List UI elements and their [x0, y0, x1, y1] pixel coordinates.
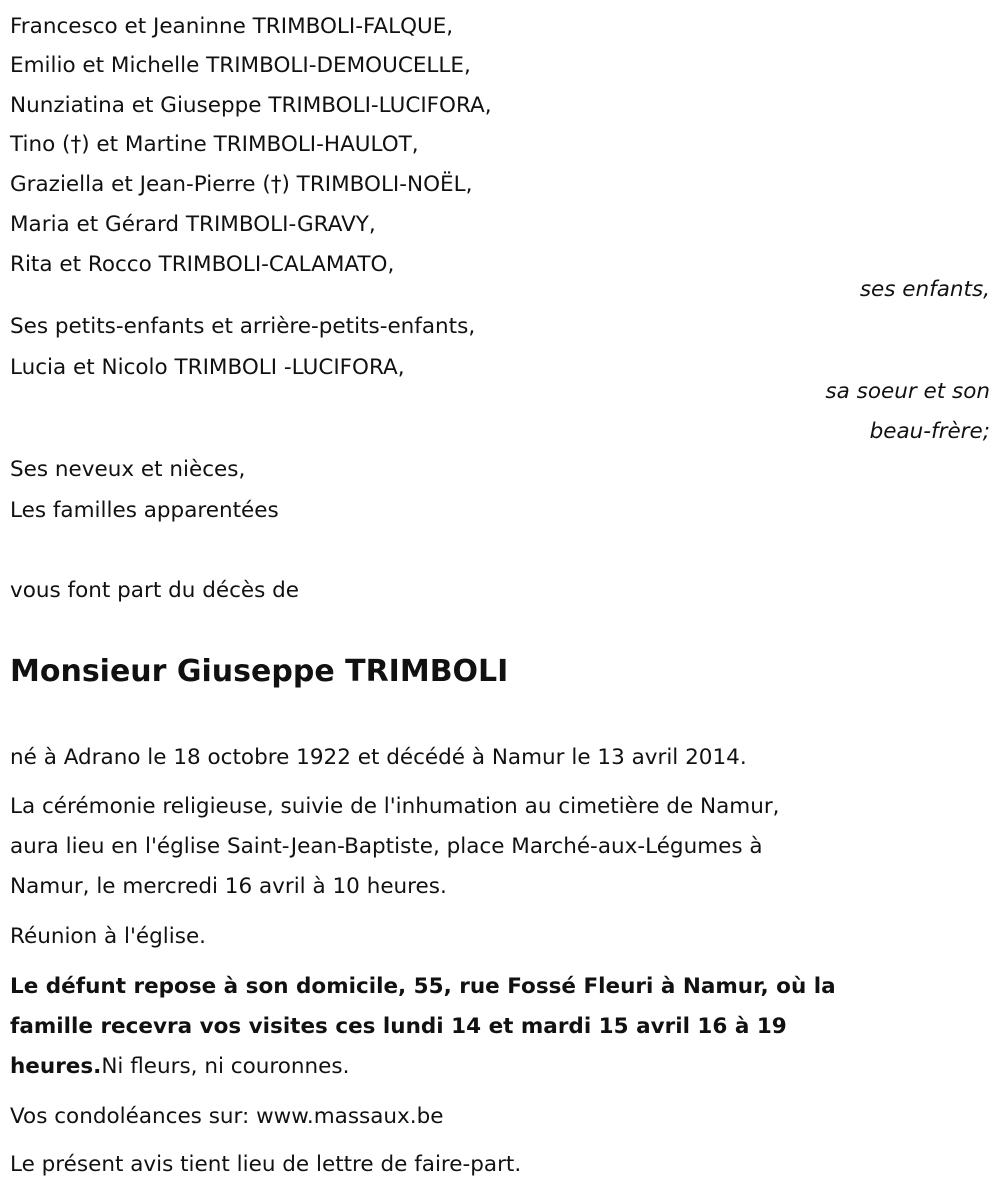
announcement: vous font part du décès de [10, 578, 300, 603]
sister-role: sa soeur et son [825, 379, 990, 404]
visitation-last-line [10, 1047, 349, 1087]
families-line: Les familles apparentées [10, 498, 279, 523]
child-line: Graziella et Jean-Pierre (†) TRIMBOLI-NOËL, [10, 172, 473, 197]
ceremony-line: Namur, le mercredi 16 avril à 10 heures. [10, 874, 447, 899]
sister-role: beau-frère; [869, 419, 990, 444]
child-line: Tino (†) et Martine TRIMBOLI-HAULOT, [10, 132, 419, 157]
visitation-line: famille recevra vos visites ces lundi 14 et mardi 15 avril 16 à 19 [10, 1014, 787, 1039]
ceremony-line: La cérémonie religieuse, suivie de l'inhumation au cimetière de Namur, [10, 794, 780, 819]
notice: Le présent avis tient lieu de lettre de faire-part. [10, 1152, 522, 1177]
reunion: Réunion à l'église. [10, 924, 207, 949]
sister-line: Lucia et Nicolo TRIMBOLI -LUCIFORA, [10, 355, 405, 380]
birth-death: né à Adrano le 18 octobre 1922 et décédé à Namur le 13 avril 2014. [10, 745, 747, 770]
children-role: ses enfants, [859, 277, 990, 302]
child-line: Rita et Rocco TRIMBOLI-CALAMATO, [10, 252, 395, 277]
grandchildren-line: Ses petits-enfants et arrière-petits-enfants, [10, 314, 476, 339]
flowers-note: Ni fleurs, ni couronnes. [101, 1054, 350, 1079]
nephews-line: Ses neveux et nièces, [10, 457, 246, 482]
ceremony-line: aura lieu en l'église Saint-Jean-Baptiste, place Marché-aux-Légumes à [10, 834, 763, 859]
visitation-line: heures. [10, 1054, 102, 1079]
condolences: Vos condoléances sur: www.massaux.be [10, 1104, 444, 1129]
visitation-line: Le défunt repose à son domicile, 55, rue Fossé Fleuri à Namur, où la [10, 974, 836, 999]
child-line: Nunziatina et Giuseppe TRIMBOLI-LUCIFORA, [10, 93, 492, 118]
child-line: Emilio et Michelle TRIMBOLI-DEMOUCELLE, [10, 53, 471, 78]
deceased-name: Monsieur Giuseppe TRIMBOLI [10, 654, 509, 689]
child-line: Maria et Gérard TRIMBOLI-GRAVY, [10, 212, 376, 237]
child-line: Francesco et Jeaninne TRIMBOLI-FALQUE, [10, 14, 454, 39]
